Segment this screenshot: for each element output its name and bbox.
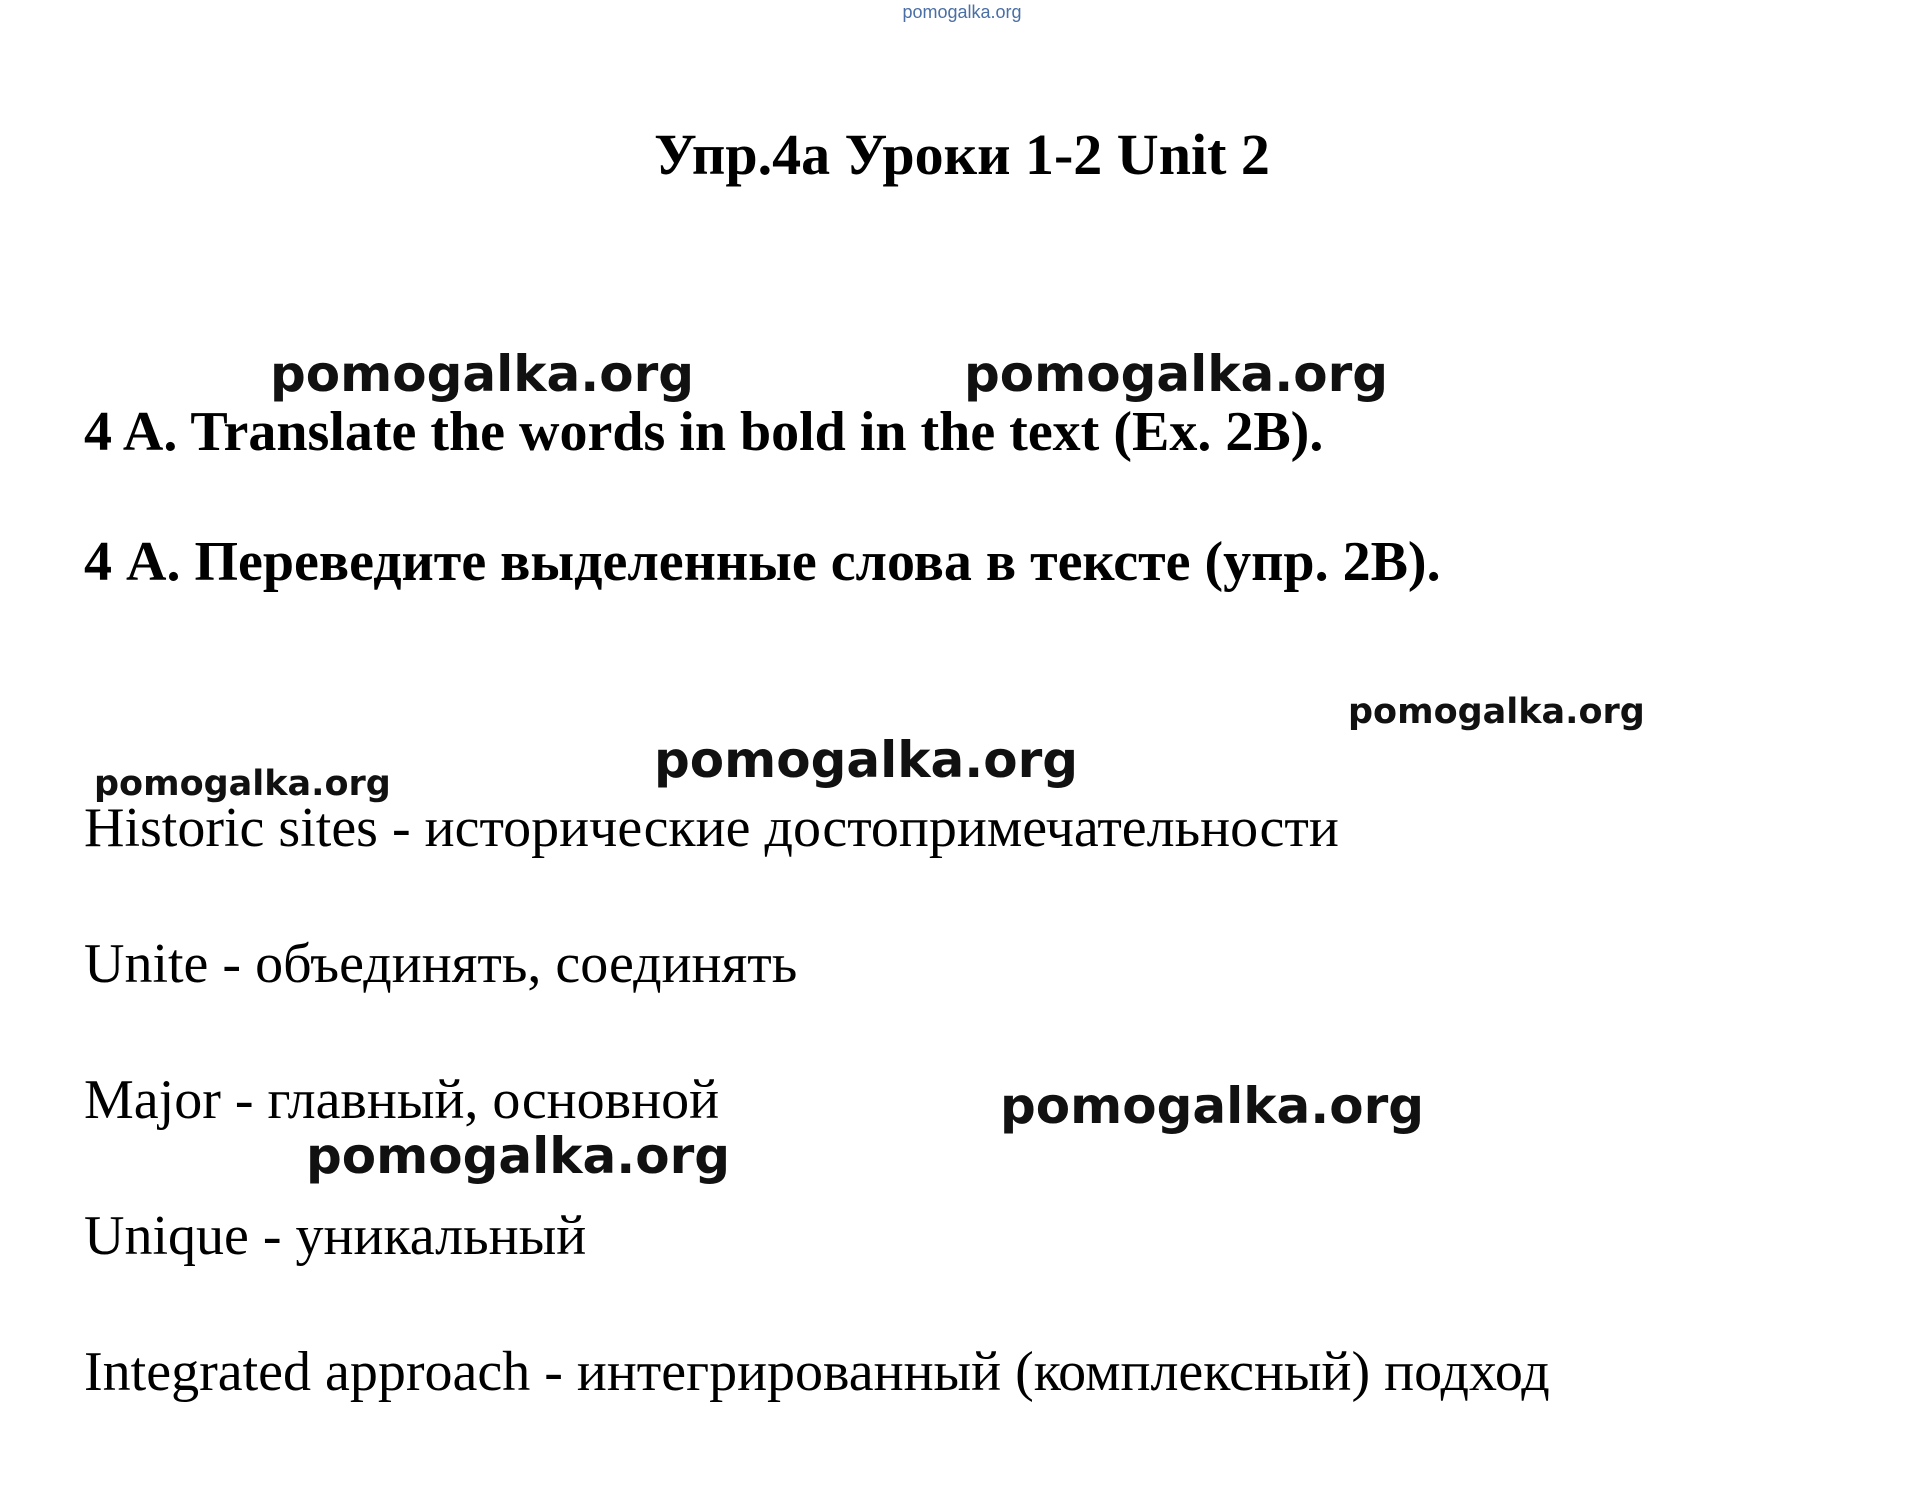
watermark: pomogalka.org xyxy=(94,764,391,804)
page-title: Упр.4а Уроки 1-2 Unit 2 xyxy=(654,122,1270,187)
watermark: pomogalka.org xyxy=(270,345,695,403)
vocabulary-item: Unite - объединять, соединять xyxy=(84,933,798,995)
watermark: pomogalka.org xyxy=(1000,1077,1425,1135)
vocabulary-item: Major - главный, основной xyxy=(84,1069,720,1131)
vocabulary-item: Historic sites - исторические достопримечательности xyxy=(84,797,1339,859)
vocabulary-item: Integrated approach - интегрированный (комплексный) подход xyxy=(84,1341,1550,1403)
watermark: pomogalka.org xyxy=(306,1127,731,1185)
task-instruction-en: 4 A. Translate the words in bold in the text (Ex. 2B). xyxy=(84,401,1324,463)
task-instruction-ru: 4 А. Переведите выделенные слова в тексте (упр. 2В). xyxy=(84,531,1441,593)
header-watermark: pomogalka.org xyxy=(902,2,1022,22)
watermark: pomogalka.org xyxy=(1348,692,1645,732)
watermark: pomogalka.org xyxy=(654,731,1079,789)
vocabulary-item: Unique - уникальный xyxy=(84,1205,587,1267)
watermark: pomogalka.org xyxy=(964,345,1389,403)
